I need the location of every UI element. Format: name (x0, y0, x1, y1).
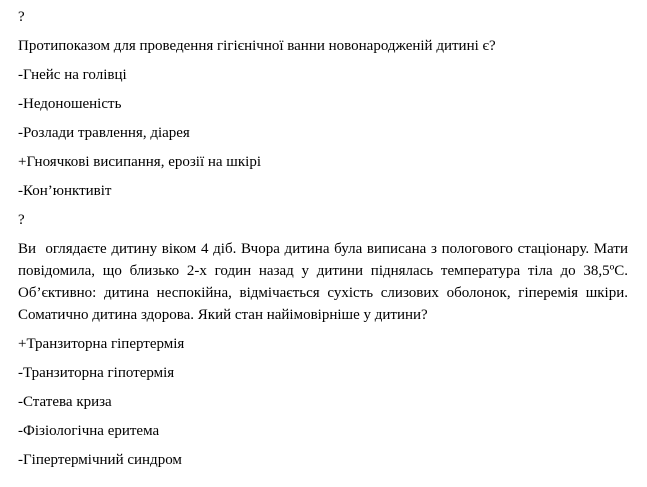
answer-option: -Статева криза (18, 394, 112, 410)
answer-option: -Транзиторна гіпотермія (18, 365, 175, 381)
question-separator: ? (18, 9, 25, 25)
question-stem: Протипоказом для проведення гігієнічної ванни новонародженій дитині є? (18, 38, 496, 54)
question-block (18, 6, 628, 202)
question-stem: Ви оглядаєте дитину віком 4 діб. Вчора дитина була виписана з пологового стаціонару. Мати повідомила, що близько 2-х годин назад у дитини піднялась температура тіла до 38,5ºС. Об’єктивно: дитина неспокійна, відмічається сухість слизових оболонок, гіперемія шкіри. Соматично дитина здорова. Який стан найімовірніше у дитини? (18, 241, 632, 323)
answer-option: -Розлади травлення, діарея (18, 125, 190, 141)
answer-option: +Транзиторна гіпертермія (18, 336, 185, 352)
answer-option: -Гнейс на голівці (18, 67, 127, 83)
answer-option: -Недоношеність (18, 96, 122, 112)
answer-option: -Гіпертермічний синдром (18, 452, 182, 468)
answer-option: -Кон’юнктивіт (18, 183, 112, 199)
question-block (18, 209, 632, 471)
answer-option: -Фізіологічна еритема (18, 423, 160, 439)
answer-option: +Гноячкові висипання, ерозії на шкірі (18, 154, 261, 170)
question-separator: ? (18, 212, 25, 228)
